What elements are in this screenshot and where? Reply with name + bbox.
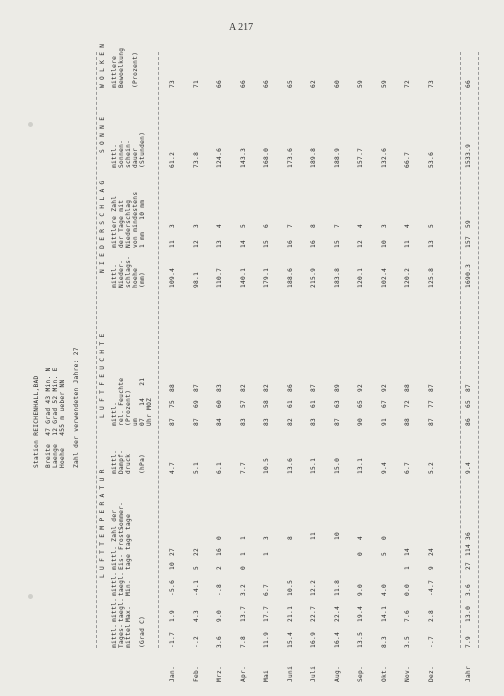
table-cell: -4.7 — [427, 579, 435, 596]
table-cell: 5 — [192, 565, 200, 570]
table-cell: 215.9 — [310, 267, 317, 288]
table-cell: 1 — [239, 535, 247, 540]
table-cell: 82 — [263, 383, 270, 392]
table-cell: 3.6 — [465, 583, 472, 596]
table-cell: 9.0 — [216, 609, 223, 622]
table-cell: 13.6 — [286, 457, 294, 474]
table-cell: 4 — [357, 223, 364, 228]
column-header-line: Eis- — [118, 553, 125, 570]
column-header-line: mittlere Zahl — [111, 195, 118, 248]
column-header-line: taegl. — [118, 571, 125, 596]
row-label: Nov. — [404, 665, 411, 682]
table-cell: 61.2 — [169, 151, 176, 168]
table-cell: 4 — [404, 223, 411, 228]
table-cell: 66 — [465, 79, 472, 88]
table-cell: 15.4 — [286, 631, 294, 648]
group-clouds: W O L K E N — [99, 43, 106, 88]
table-cell: 132.6 — [380, 147, 388, 168]
table-cell: 188.9 — [333, 147, 341, 168]
station-height: Hoehe 455 m ueber NN — [59, 379, 66, 468]
top-rule — [96, 52, 97, 648]
table-cell: 62 — [310, 79, 317, 88]
table-cell: 58 — [263, 399, 270, 408]
table-cell: 7.8 — [239, 635, 247, 648]
table-cell: 9 — [427, 565, 435, 570]
table-cell: -1.7 — [169, 631, 176, 648]
table-cell: 10 — [169, 561, 176, 570]
table-cell: -4.1 — [192, 579, 200, 596]
column-header-line: mittl. — [111, 401, 118, 426]
table-cell: 59 — [357, 79, 364, 88]
table-cell: 92 — [357, 383, 364, 392]
header-rule — [158, 52, 159, 648]
table-cell: 0 — [380, 535, 388, 540]
table-cell: 157 — [465, 235, 472, 248]
group-precipitation: N I E D E R S C H L A G — [99, 180, 106, 273]
table-cell: 16 — [310, 239, 317, 248]
table-cell: 82 — [286, 417, 294, 426]
bottom-rule — [478, 52, 479, 648]
column-header-line: Niederschlag — [125, 199, 132, 248]
column-header-line: Max. — [125, 605, 132, 622]
table-cell: 10 — [333, 531, 341, 540]
table-cell: 5 — [427, 223, 435, 228]
table-cell: 0 — [239, 565, 247, 570]
column-header-line: mittl. — [111, 571, 118, 596]
table-cell: 7.9 — [465, 635, 472, 648]
table-cell: 15 — [263, 239, 270, 248]
table-cell: 65 — [465, 399, 472, 408]
column-header-line: schlags- — [125, 255, 132, 288]
column-header-line: Sommer- — [118, 501, 125, 530]
column-header-line: Bewoelkung — [118, 47, 125, 88]
column-header-line: (Prozent) — [125, 389, 132, 426]
table-cell: 67 — [380, 399, 388, 408]
column-header-line: mittlere — [111, 55, 118, 88]
row-label: Mrz. — [216, 665, 223, 682]
table-cell: 124.6 — [216, 147, 223, 168]
table-cell: 66 — [263, 79, 270, 88]
row-label: Mai — [263, 669, 270, 682]
table-cell: 98.1 — [192, 271, 200, 288]
table-cell: 36 — [465, 531, 472, 540]
table-cell: 87 — [169, 417, 176, 426]
table-cell: 168.0 — [263, 147, 270, 168]
column-header-line: Min. — [125, 579, 132, 596]
table-cell: 4 — [357, 535, 364, 540]
row-label: Okt. — [380, 665, 388, 682]
table-cell: 59 — [380, 79, 388, 88]
column-header-line: tage — [125, 533, 132, 550]
table-cell: 2 — [216, 565, 223, 570]
table-cell: 109.4 — [169, 267, 176, 288]
table-cell: 15.0 — [333, 457, 341, 474]
row-label: Juli — [310, 665, 317, 682]
column-header-line: um — [132, 417, 139, 426]
table-cell: 73 — [427, 79, 435, 88]
table-cell: 65 — [357, 399, 364, 408]
table-cell: 3.6 — [216, 635, 223, 648]
table-cell: 15.1 — [310, 457, 317, 474]
table-cell: 1 — [239, 551, 247, 556]
table-cell: 5.2 — [427, 461, 435, 474]
table-cell: 110.7 — [216, 267, 223, 288]
table-cell: 60 — [216, 399, 223, 408]
table-cell: 87 — [192, 383, 200, 392]
column-header-line: (Stunden) — [139, 131, 146, 168]
row-label: Aug. — [333, 665, 341, 682]
station-longitude: Laenge 12 Grad 52 Min. E — [52, 367, 59, 468]
table-cell: 13.5 — [357, 631, 364, 648]
column-header-line: Dampf- — [118, 449, 125, 474]
column-header-line: (mm) — [139, 271, 146, 288]
table-cell: 11 — [310, 531, 317, 540]
column-header-line: dauer — [132, 147, 139, 168]
table-cell: 4.3 — [192, 609, 200, 622]
table-cell: 75 — [169, 399, 176, 408]
table-cell: 73 — [169, 79, 176, 88]
table-cell: 11 — [404, 239, 411, 248]
column-header-line: (hPa) — [139, 453, 146, 474]
table-cell: 0 — [357, 551, 364, 556]
column-header-line: Nieder- — [118, 259, 125, 288]
table-cell: 15 — [333, 239, 341, 248]
table-cell: 83 — [216, 383, 223, 392]
table-cell: 5 — [380, 551, 388, 556]
column-header-line: tage — [125, 513, 132, 530]
table-cell: 10 — [380, 239, 388, 248]
data-sheet — [20, 34, 496, 688]
table-cell: 11 — [169, 239, 176, 248]
table-cell: 0.0 — [404, 583, 411, 596]
column-header-line: mittl. Zahl der — [111, 509, 118, 570]
column-header-line: tage — [125, 553, 132, 570]
column-header-line: (Grad C) — [139, 615, 146, 648]
column-header-line: mittl. — [111, 623, 118, 648]
column-header-line: hoehe — [132, 267, 139, 288]
column-header-line: taegl. — [118, 597, 125, 622]
column-header-line: 1 mm 10 mm — [139, 199, 146, 248]
table-cell: 7.6 — [404, 609, 411, 622]
table-cell: -.8 — [216, 583, 223, 596]
table-cell: 57 — [239, 399, 247, 408]
column-header-line: Frost- — [118, 525, 125, 550]
table-cell: 19.4 — [357, 605, 364, 622]
table-cell: 87 — [427, 383, 435, 392]
table-cell: 63 — [333, 399, 341, 408]
table-cell: 1.9 — [169, 609, 176, 622]
table-cell: 73.8 — [192, 151, 200, 168]
table-cell: 11.9 — [263, 631, 270, 648]
table-cell: 11.8 — [333, 579, 341, 596]
table-cell: 22.7 — [310, 605, 317, 622]
station-latitude: Breite 47 Grad 43 Min. N — [45, 367, 52, 468]
table-cell: 83 — [239, 417, 247, 426]
table-cell: 14 — [404, 547, 411, 556]
table-cell: 59 — [465, 219, 472, 228]
table-cell: 4.7 — [169, 461, 176, 474]
table-cell: 6.1 — [216, 461, 223, 474]
table-cell: 3.5 — [404, 635, 411, 648]
table-cell: 114 — [465, 543, 472, 556]
table-cell: 16.4 — [333, 631, 341, 648]
table-cell: 143.3 — [239, 147, 247, 168]
table-cell: 69 — [192, 399, 200, 408]
column-header-line: (Prozent) — [132, 51, 139, 88]
table-cell: -.7 — [427, 635, 435, 648]
station-title: Station REICHENHALL,BAD — [33, 375, 40, 468]
table-cell: 8 — [310, 223, 317, 228]
row-label: Sep. — [357, 665, 364, 682]
table-cell: 7 — [286, 223, 294, 228]
table-cell: 71 — [192, 79, 200, 88]
table-cell: 65 — [286, 79, 294, 88]
table-cell: 27 — [465, 561, 472, 570]
table-cell: 13.1 — [357, 457, 364, 474]
table-cell: 120.1 — [357, 267, 364, 288]
table-cell: 91 — [380, 417, 388, 426]
table-cell: 87 — [427, 417, 435, 426]
table-cell: 125.8 — [427, 267, 435, 288]
table-cell: 140.1 — [239, 267, 247, 288]
column-header-line: Uhr MOZ — [146, 397, 153, 426]
table-cell: 22 — [192, 547, 200, 556]
table-cell: 17.7 — [263, 605, 270, 622]
table-cell: 173.6 — [286, 147, 294, 168]
climate-table — [20, 34, 496, 688]
column-header-line: der Tage mit — [118, 199, 125, 248]
table-cell: 5 — [239, 223, 247, 228]
group-humidity: L U F T F E U C H T E — [99, 333, 106, 418]
table-cell: 3 — [380, 223, 388, 228]
table-cell: 3.2 — [239, 583, 247, 596]
page-number: A 217 — [229, 22, 254, 33]
table-cell: 66 — [239, 79, 247, 88]
table-cell: 4.0 — [380, 583, 388, 596]
column-header-line: Sonnen- — [118, 139, 125, 168]
table-cell: 83 — [310, 417, 317, 426]
column-header-line: Tages- — [118, 623, 125, 648]
table-cell: 2.8 — [427, 609, 435, 622]
table-cell: 12 — [192, 239, 200, 248]
table-cell: 77 — [427, 399, 435, 408]
group-sunshine: S O N N E — [99, 116, 106, 153]
column-header-line: mittl. — [111, 597, 118, 622]
table-cell: 13.0 — [465, 605, 472, 622]
table-cell: 157.7 — [357, 147, 364, 168]
table-cell: 0 — [216, 535, 223, 540]
table-cell: 1690.3 — [465, 263, 472, 288]
table-cell: 87 — [465, 383, 472, 392]
table-cell: 183.8 — [333, 267, 341, 288]
column-header-line: mittl. — [111, 449, 118, 474]
table-cell: 21.1 — [286, 605, 294, 622]
table-cell: 53.6 — [427, 151, 435, 168]
table-cell: 3 — [169, 223, 176, 228]
row-label: Dez. — [427, 665, 435, 682]
table-cell: 87 — [310, 383, 317, 392]
table-cell: 10.5 — [286, 579, 294, 596]
table-cell: 120.2 — [404, 267, 411, 288]
years-used: Zahl der verwendeten Jahre: 27 — [73, 347, 80, 468]
table-cell: 88 — [169, 383, 176, 392]
table-cell: 86 — [286, 383, 294, 392]
table-cell: 12.2 — [310, 579, 317, 596]
table-cell: 82 — [239, 383, 247, 392]
table-cell: 88 — [404, 417, 411, 426]
column-header-line: mittl. — [111, 143, 118, 168]
column-header-line: schein- — [125, 139, 132, 168]
table-cell: 61 — [310, 399, 317, 408]
table-cell: 27 — [169, 547, 176, 556]
column-header-line: mittel — [125, 623, 132, 648]
table-cell: 16.9 — [310, 631, 317, 648]
table-cell: 92 — [380, 383, 388, 392]
table-cell: 22.4 — [333, 605, 341, 622]
table-cell: 9.4 — [380, 461, 388, 474]
table-cell: 86 — [465, 417, 472, 426]
column-header-line: mittl. — [111, 263, 118, 288]
table-cell: 14.1 — [380, 605, 388, 622]
row-label: Apr. — [239, 665, 247, 682]
table-cell: 66.7 — [404, 151, 411, 168]
column-header-line: druck — [125, 453, 132, 474]
table-cell: 188.6 — [286, 267, 294, 288]
table-cell: 6.7 — [404, 461, 411, 474]
table-cell: 102.4 — [380, 267, 388, 288]
table-cell: 16 — [286, 239, 294, 248]
table-cell: 6.7 — [263, 583, 270, 596]
table-cell: 10.5 — [263, 457, 270, 474]
table-cell: 4 — [216, 223, 223, 228]
table-cell: 87 — [333, 417, 341, 426]
table-cell: 60 — [333, 79, 341, 88]
column-header-line: rel. Feuchte — [118, 377, 125, 426]
table-cell: 84 — [216, 417, 223, 426]
table-cell: 3 — [263, 535, 270, 540]
table-cell: 3 — [192, 223, 200, 228]
table-cell: 1533.9 — [465, 143, 472, 168]
table-cell: 66 — [216, 79, 223, 88]
table-cell: 72 — [404, 399, 411, 408]
table-cell: 5.1 — [192, 461, 200, 474]
table-cell: 9.0 — [357, 583, 364, 596]
group-temperature: L U F T T E M P E R A T U R — [99, 469, 106, 578]
table-cell: 13 — [427, 239, 435, 248]
table-cell: 16 — [216, 547, 223, 556]
table-cell: 13 — [216, 239, 223, 248]
table-cell: 8.3 — [380, 635, 388, 648]
table-cell: 9.4 — [465, 461, 472, 474]
table-cell: 83 — [263, 417, 270, 426]
table-cell: -5.6 — [169, 579, 176, 596]
table-cell: 14 — [239, 239, 247, 248]
table-cell: 7 — [333, 223, 341, 228]
table-cell: 89 — [333, 383, 341, 392]
year-rule — [460, 52, 461, 648]
table-cell: 189.8 — [310, 147, 317, 168]
table-cell: 13.7 — [239, 605, 247, 622]
table-cell: 8 — [286, 535, 294, 540]
table-cell: 7.7 — [239, 461, 247, 474]
row-label: Feb. — [192, 665, 200, 682]
row-label: Juni — [286, 665, 294, 682]
row-label: Jan. — [169, 665, 176, 682]
row-label: Jahr — [465, 665, 472, 682]
table-cell: 87 — [192, 417, 200, 426]
table-cell: 1 — [263, 551, 270, 556]
table-cell: 1 — [404, 565, 411, 570]
table-cell: 61 — [286, 399, 294, 408]
column-header-line: 07 14 21 — [139, 377, 146, 426]
table-cell: 12 — [357, 239, 364, 248]
table-cell: 90 — [357, 417, 364, 426]
table-cell: -.2 — [192, 635, 200, 648]
table-cell: 24 — [427, 547, 435, 556]
table-cell: 72 — [404, 79, 411, 88]
table-cell: 6 — [263, 223, 270, 228]
column-header-line: von mindestens — [132, 191, 139, 248]
table-cell: 88 — [404, 383, 411, 392]
table-cell: 179.1 — [263, 267, 270, 288]
